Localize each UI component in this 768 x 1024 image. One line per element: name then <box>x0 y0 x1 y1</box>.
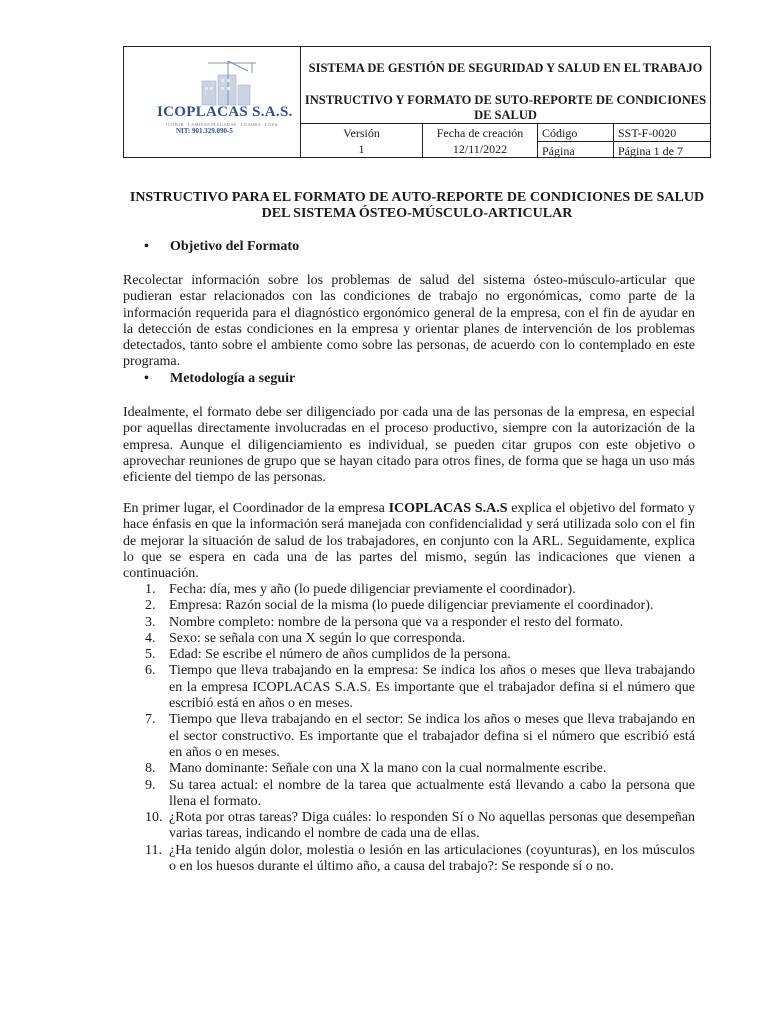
list-item-text: ¿Rota por otras tareas? Diga cuáles: lo responden Sí o No aquellas personas que desempeñan varias tareas, indicando el nombre de cada una de ellas. <box>169 810 695 842</box>
list-item-text: Su tarea actual: el nombre de la tarea que actualmente está llevando a cabo la persona que llena el formato. <box>169 777 695 809</box>
list-item-number: 6. <box>145 663 156 679</box>
list-item-number: 8. <box>145 761 156 777</box>
list-item <box>123 778 695 811</box>
objective-paragraph: Recolectar información sobre los problemas de salud del sistema ósteo-músculo-articular que pudieran estar relacionados con las condiciones de trabajo no ergonómicas, como parte de la información requerida para el diagnóstico ergonómico general de la empresa, con el fin de ayudar en la detección de estas condiciones en la empresa y orientar planes de intervención de los problemas detectados, tanto sobre el ambiente como sobre las personas, de acuerdo con lo contemplado en este programa. <box>123 273 695 370</box>
document-header-table <box>123 46 711 158</box>
instructions-list <box>123 582 695 875</box>
list-item-number: 4. <box>145 630 156 646</box>
version-label: Versión <box>343 126 380 140</box>
list-item <box>123 582 695 598</box>
bullet-icon: • <box>144 371 149 386</box>
list-item-text: Sexo: se señala con una X según lo que corresponda. <box>169 630 466 646</box>
paragraph-text: explica el objetivo del formato y hace énfasis en que la información será manejada con confidencialidad y será utilizada solo con el fin de mejorar la situación de salud de los trabajadores, en conjunto con la ARL. Seguidamente, explica lo que se espera en cada una de las partes del mismo, según las indicaciones que vienen a continuación. <box>123 501 696 582</box>
page-label: Página <box>542 144 575 158</box>
page-value: Página 1 de 7 <box>618 144 683 158</box>
list-item <box>123 647 695 663</box>
list-item <box>123 761 695 777</box>
list-item-number: 3. <box>145 614 156 630</box>
list-item <box>123 663 695 712</box>
methodology-paragraph-1: Idealmente, el formato debe ser diligenciado por cada una de las personas de la empresa, en especial por aquellas directamente involucradas en el proceso productivo, siempre con la autorización de la empresa. Aunque el diligenciamiento es individual, se pueden citar grupos con este objetivo o aprovechar reuniones de grupo que se hayan citado para otros fines, de forma que se haga un uso más eficiente del tiempo de las personas. <box>123 405 695 486</box>
logo-tagline: ICOPOR · LAMINAS PLEGADAS · CUADRA · LOZA <box>166 122 278 127</box>
list-item <box>123 843 695 876</box>
document-title: INSTRUCTIVO PARA EL FORMATO DE AUTO-REPORTE DE CONDICIONES DE SALUD DEL SISTEMA ÓSTEO-MÚSCULO-ARTICULAR <box>129 190 705 221</box>
list-item-text: Tiempo que lleva trabajando en la empresa: Se indica los años o meses que lleva trabajando en la empresa ICOPLACAS S.A.S. Es importante que el trabajador defina si el número que escribió está en años o en meses. <box>169 663 695 712</box>
list-item <box>123 810 695 843</box>
created-value: 12/11/2022 <box>452 142 508 156</box>
paragraph-text: En primer lugar, el Coordinador de la empresa <box>123 501 389 516</box>
list-item-number: 2. <box>145 598 156 614</box>
header-col-divider <box>613 123 614 157</box>
logo-nit: NIT: 901.329.090-5 <box>176 127 233 135</box>
bullet-icon: • <box>144 239 149 254</box>
list-item-number: 11. <box>145 842 162 858</box>
list-item-number: 7. <box>145 712 156 728</box>
list-item <box>123 615 695 631</box>
list-item-text: ¿Ha tenido algún dolor, molestia o lesión en las articulaciones (coyunturas), en los músculos o en los huesos durante el último año, a causa del trabajo?: Se responde sí o no. <box>169 842 695 875</box>
list-item <box>123 631 695 647</box>
version-value: 1 <box>358 142 365 156</box>
list-item-text: Mano dominante: Señale con una X la mano con la cual normalmente escribe. <box>169 761 607 777</box>
list-item-text: Nombre completo: nombre de la persona que va a responder el resto del formato. <box>169 614 624 630</box>
section-heading-label: Metodología a seguir <box>170 371 296 386</box>
list-item-number: 9. <box>145 777 156 793</box>
list-item-text: Fecha: día, mes y año (lo puede diligenciar previamente el coordinador). <box>169 582 576 597</box>
section-heading-label: Objetivo del Formato <box>170 239 300 254</box>
header-divider <box>301 123 710 124</box>
logo-company-name: ICOPLACAS S.A.S. <box>157 104 293 120</box>
methodology-paragraph-2 <box>123 501 695 582</box>
system-title: SISTEMA DE GESTIÓN DE SEGURIDAD Y SALUD EN EL TRABAJO <box>308 61 703 75</box>
list-item-number: 5. <box>145 647 156 663</box>
list-item-text: Empresa: Razón social de la misma (lo puede diligenciar previamente el coordinador). <box>169 598 654 614</box>
header-divider-small <box>537 141 710 142</box>
list-item <box>123 598 695 614</box>
section-heading-methodology <box>144 371 295 387</box>
code-value: SST-F-0020 <box>618 126 677 140</box>
list-item-text: Edad: Se escribe el número de años cumplidos de la persona. <box>169 647 511 663</box>
logo-cell <box>124 47 301 157</box>
list-item <box>123 712 695 761</box>
company-logo <box>124 47 300 157</box>
format-title: INSTRUCTIVO Y FORMATO DE SUTO-REPORTE DE CONDICIONES DE SALUD <box>304 93 707 122</box>
section-heading-objective <box>144 239 299 255</box>
list-item-text: Tiempo que lleva trabajando en el sector: Se indica los años o meses que lleva trabajando en el sector constructivo. Es importante que el trabajador defina si el número que escribió está en años o en meses. <box>169 712 695 760</box>
code-label: Código <box>542 126 578 140</box>
company-name-bold: ICOPLACAS S.A.S <box>388 501 508 516</box>
created-label: Fecha de creación <box>436 126 524 140</box>
list-item-number: 10. <box>145 810 163 826</box>
list-item-number: 1. <box>145 582 156 597</box>
header-col-divider <box>537 123 538 157</box>
